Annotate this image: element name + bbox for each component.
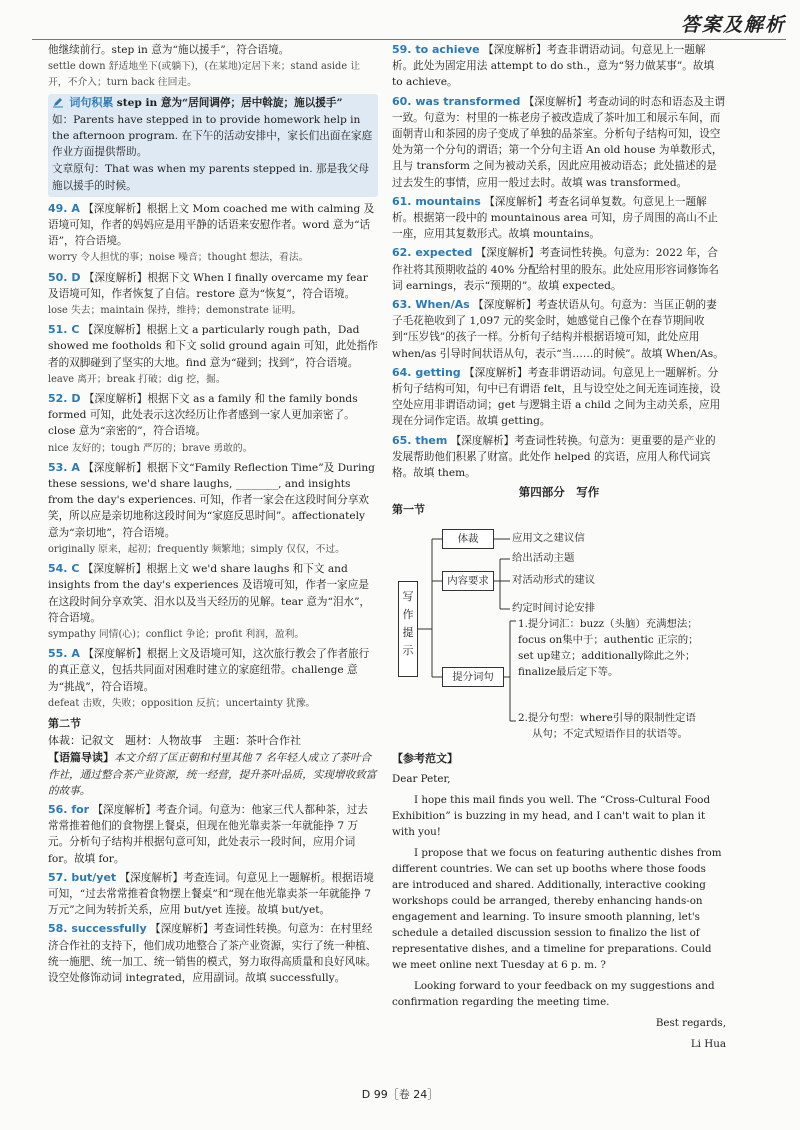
page-number: D 99［卷 24］ (361, 1088, 439, 1101)
sentence-tip: 从句；不定式短语作目的状语等。 (532, 727, 688, 740)
phrase-box: 提分词句 (442, 667, 504, 687)
answer-number: 57. but/yet (48, 870, 117, 884)
answer-item (48, 921, 378, 986)
content-box: 内容要求 (442, 571, 494, 591)
right-column (392, 42, 726, 1057)
answer-text: 【深度解析】考查词性转换。句意为：2022 年，合作社将其预期收益的 40% 分配给村里的股东。此处应用形容词修饰名词 earnings，表示“预期的”。故填 expected。 (392, 247, 719, 292)
guide-label: 【语篇导读】 (48, 751, 114, 765)
answer-text: 【深度解析】考查名词单复数。句意见上一题解析。根据第一段中的 mountainous area 可知，房子周围的高山不止一座，应用其复数形式。故填 mountains。 (392, 195, 719, 241)
intro-line: 他继续前行。step in 意为“施以援手”，符合语境。 (48, 44, 290, 56)
answer-note: sympathy 同情(心)；conflict 争论；profit 利润，盈利。 (48, 628, 305, 640)
letter-paragraph: I hope this mail finds you well. The “Cross-Cultural Food Exhibition” is buzzing in my head, and I can't wait to plan it with you! (392, 793, 711, 838)
answer-number: 53. A (48, 460, 80, 474)
vocab-tip: focus on集中于；authentic 正宗的； (518, 633, 699, 646)
section-heading: 第二节 (48, 716, 81, 730)
sample-label: 【参考范文】 (392, 751, 458, 765)
vocab-tip: 1.提分词汇：buzz（头脑）充满想法； (518, 617, 698, 630)
answer-number: 51. C (48, 323, 80, 337)
answer-number: 60. was transformed (392, 94, 521, 108)
vocab-example: 如：Parents have stepped in to provide homework help in the afternoon program. 在下午的活动安排中，家长们出面在家庭作业方面提供帮助。 (52, 113, 373, 159)
letter-greeting: Dear Peter, (392, 772, 451, 785)
answer-text: 【深度解析】考查非谓语动词。句意见上一题解析。分析句子结构可知，句中已有谓语 felt，且与设空处之间无连词连接，设空处应用非谓语动词；get 与逻辑主语 a child 之间为主动关系，应用现在分词作定语。故填 getting。 (392, 366, 721, 428)
answer-number: 54. C (48, 562, 80, 576)
vocab-tip: finalize最后定下等。 (518, 665, 619, 678)
letter-paragraph: Looking forward to your feedback on my suggestions and confirmation regarding the meeting time. (392, 979, 715, 1008)
answer-item (392, 94, 726, 191)
intro-note: settle down 舒适地坐下(或躺下)，(在某地)定居下来；stand aside 让开，不介入；turn back 往回走。 (48, 61, 361, 89)
answer-number: 52. D (48, 392, 81, 406)
guide-text: 本文介绍了匡正朝和村里其他 7 名年轻人成立了茶叶合作社，通过整合茶产业资源，统一经营，提升茶叶品质，实现增收致富的故事。 (48, 752, 377, 797)
answer-number: 55. A (48, 647, 80, 661)
answer-text: 【深度解析】考查非谓语动词。句意见上一题解析。此处为固定用法 attempt to do sth.，意为“努力做某事”。故填 to achieve。 (392, 44, 715, 89)
vocab-tip: set up建立；additionally除此之外； (518, 649, 696, 662)
sentence-tip: 2.提分句型：where引导的限制性定语 (518, 711, 696, 724)
answer-text: 【深度解析】考查介词。句意为：他家三代人都种茶，过去常常推着他们的食物摆上餐桌，但现在他光靠卖茶一年就能挣 7 万元。分析句子结构并根据句意可知，此处表示一段时间，应用介词 for。故填 for。 (48, 803, 368, 865)
answer-note: nice 友好的；tough 严厉的；brave 勇敢的。 (48, 442, 253, 454)
answer-note: worry 令人担忧的事；noise 噪音；thought 想法，看法。 (48, 252, 309, 264)
answer-number: 64. getting (392, 365, 461, 379)
answer-number: 61. mountains (392, 194, 481, 208)
answer-item (392, 365, 726, 430)
answer-item (392, 194, 726, 243)
answer-item (392, 433, 726, 482)
answer-number: 58. successfully (48, 922, 147, 936)
answer-item (48, 201, 378, 267)
answer-text: 【深度解析】根据上文 a particularly rough path，Dad showed me footholds 和下文 solid ground again 可知，此处指作者的双脚碰到了坚实的大地。find 意为“碰到；找到”，符合语境。 (48, 324, 378, 369)
content-text: 给出活动主题 (512, 551, 575, 564)
writing-diagram (392, 521, 726, 745)
answer-number: 59. to achieve (392, 43, 480, 56)
letter-signature: Li Hua (690, 1037, 726, 1050)
sample-letter (392, 771, 726, 1052)
letter-paragraph: I propose that we focus on featuring authentic dishes from different countries. We can set up booths where those foods are introduced and shared. Additionally, interactive cooking workshops could be arranged, thereby enhancing hands-on engagement and learning. To insure smooth planning, let's schedule a detailed discussion session to finalizo the list of representative dishes, and a timeline for preparations. Could we meet online next Tuesday at 6 p. m. ? (392, 846, 722, 971)
answer-item (48, 646, 378, 712)
answer-item (48, 322, 378, 388)
genre-text: 应用文之建议信 (512, 531, 585, 544)
answer-number: 50. D (48, 270, 81, 284)
answer-note: defeat 击败，失败；opposition 反抗；uncertainty 犹豫。 (48, 697, 316, 709)
answer-note: lose 失去；maintain 保持，维持；demonstrate 证明。 (48, 305, 302, 317)
answer-text: 【深度解析】根据上文及语境可知，这次旅行教会了作者旅行的真正意义，包括共同面对困难时建立的家庭纽带。challenge 意为“挑战”，符合语境。 (48, 648, 370, 693)
answer-item (48, 270, 378, 320)
answer-number: 56. for (48, 802, 90, 816)
genre-box: 体裁 (442, 529, 494, 549)
left-column (48, 42, 378, 987)
answer-item (392, 245, 726, 294)
pen-icon (52, 96, 64, 108)
answer-text: 【深度解析】根据下文 When I finally overcame my fear 及语境可知，作者恢复了自信。restore 意为“恢复”，符合语境。 (48, 271, 368, 300)
answer-item (392, 297, 726, 362)
answer-text: 【深度解析】考查动词的时态和语态及主谓一致。句意为：村里的一栋老房子被改造成了茶叶加工和展示车间，而面朝青山和茶园的房子变成了单独的品茶室。分析句子结构可知，设空处为第一个分句的谓语；第一个分句主语 An old house 为单数形式，且与 transform 之间为被动关系，因此应用被动语态；此处描述的是过去发生的事情，应用一般过去时。故填 was transformed。 (392, 95, 725, 189)
header-rule (32, 39, 786, 40)
vocab-source: 文章原句：That was when my parents stepped in. 那是我父母施以援手的时候。 (52, 163, 369, 192)
section-heading: 第一节 (392, 503, 425, 517)
answer-text: 【深度解析】根据上文 Mom coached me with calming 及语境可知，作者的妈妈应是用平静的话语来安慰作者。word 意为“话语”，符合语境。 (48, 202, 375, 248)
answer-item (48, 561, 378, 643)
header-title: 答案及解析 (680, 14, 786, 36)
answer-item (392, 42, 726, 91)
answer-item (48, 802, 378, 867)
answer-text: 【深度解析】考查连词。句意见上一题解析。根据语境可知，“过去常常推着食物摆上餐桌”和“现在他光靠卖茶一年就能挣 7 万元”之间为转折关系，应用 but/yet 连接。故填 but/yet。 (48, 871, 374, 917)
answer-item (48, 460, 378, 558)
answer-number: 62. expected (392, 246, 473, 260)
answer-text: 【深度解析】考查词性转换。句意为：更重要的是产业的发展帮助他们积累了财富。此处作 helped 的宾语，应用人称代词宾格。故填 them。 (392, 434, 716, 480)
vocab-line: step in 意为“居间调停；居中斡旋；施以援手” (116, 96, 343, 109)
answer-note: originally 原来，起初；frequently 频繁地；simply 仅仅，不过。 (48, 543, 345, 555)
page-header (0, 6, 800, 46)
answer-text: 【深度解析】根据下文“Family Reflection Time”及 During these sessions, we'd share laughs, ________, and insights from the day's experiences. 可知，作者一家会在这段时间分享欢笑，所以应是亲切地称这段时间为“家庭反思时间”。affectionately 意为“亲切地”，符合语境。 (48, 461, 375, 539)
genre-line: 体裁：记叙文 题材：人物故事 主题：茶叶合作社 (48, 734, 301, 748)
writing-tips-box: 写作提示 (398, 581, 418, 677)
answer-number: 49. A (48, 201, 80, 215)
letter-closing: Best regards, (655, 1016, 726, 1029)
answer-item (48, 870, 378, 919)
content-text: 对活动形式的建议 (512, 573, 596, 586)
content-text: 约定时间讨论安排 (512, 601, 596, 614)
answer-text: 【深度解析】根据上文 we'd share laughs 和下文 and insights from the day's experiences 及语境可知，作者一家应是在这段时间分享欢笑、泪水以及当天经历的见解。tear 意为“泪水”，符合语境。 (48, 563, 371, 624)
answer-text: 【深度解析】考查词性转换。句意为：在村里经济合作社的支持下，他们成功地整合了茶产业资源，实行了统一种植、统一施肥、统一加工、统一销售的模式，努力取得高质量和良好风味。设空处修饰动词 integrated，应用副词。故填 successfully。 (48, 923, 377, 984)
answer-number: 63. When/As (392, 298, 470, 312)
answer-note: leave 离开；break 打破；dig 挖，掘。 (48, 373, 226, 385)
vocab-label: 词句积累 (69, 95, 114, 109)
answer-text: 【深度解析】考查状语从句。句意为：当匡正朝的妻子毛花艳收到了 1,097 元的奖金时，她感觉自己像个在春节期间收到“压岁钱”的孩子一样。分析句子结构并根据语境可知，此处应用 when/as 引导时间状语从句，表示“当……的时候”。故填 When/As。 (392, 299, 724, 360)
answer-text: 【深度解析】根据下文 as a family 和 the family bonds formed 可知，此处表示这次经历让作者感到一家人更加亲密了。close 意为“亲密的”，符合语境。 (48, 393, 358, 438)
vocab-box (48, 94, 378, 197)
answer-item (48, 391, 378, 457)
answer-number: 65. them (392, 433, 448, 447)
part-heading: 第四部分 写作 (518, 485, 600, 500)
